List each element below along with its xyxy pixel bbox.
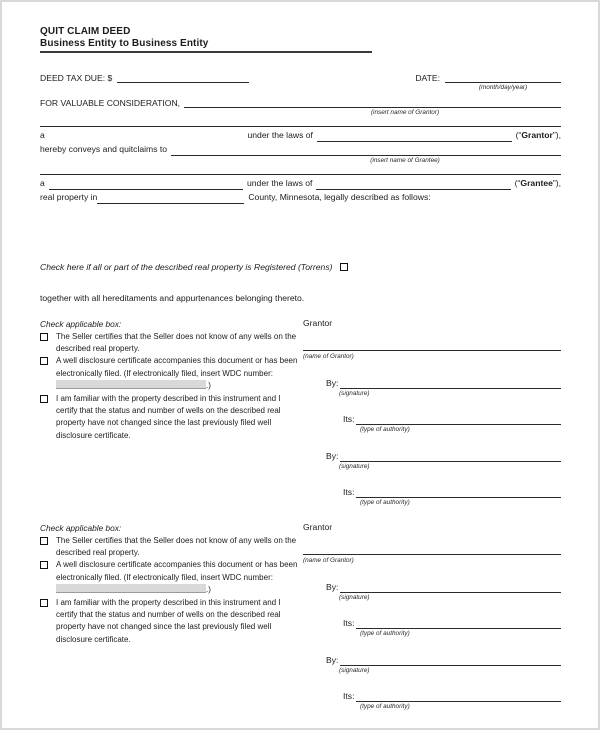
date-format-hint: (month/day/year)	[478, 84, 528, 91]
signature-hint-3: (signature)	[339, 594, 370, 601]
well-certification-section-2	[40, 522, 561, 710]
torrens-label: Check here if all or part of the described real property is Registered (Torrens)	[40, 262, 333, 272]
grantor-name-signature-line-2[interactable]	[303, 554, 561, 555]
its-row-3: Its:	[303, 617, 561, 629]
signature-hint-4: (signature)	[339, 667, 370, 674]
by-signature-line-2[interactable]	[340, 452, 561, 462]
grantor-laws-label: under the laws of	[247, 130, 313, 140]
tax-date-row	[40, 73, 561, 91]
well-option-no-wells-2: The Seller certifies that the Seller does not know of any wells on the described real property.	[40, 535, 303, 560]
deed-tax-input-line[interactable]	[117, 73, 249, 83]
disclosure-certificate-checkbox[interactable]	[40, 357, 48, 365]
well-checkboxes-1	[40, 318, 303, 442]
conveys-label: hereby conveys and quitclaims to	[40, 144, 168, 154]
grantor-entity-row	[40, 129, 561, 142]
property-row	[40, 191, 561, 204]
grantee-name-continuation-line[interactable]	[40, 174, 561, 175]
authority-hint-2: (type of authority)	[360, 499, 410, 506]
its-authority-line-4[interactable]	[356, 692, 561, 702]
grantee-laws-label: under the laws of	[247, 178, 313, 188]
well-option-disclosure-certificate: A well disclosure certificate accompanies this document or has been electronically filed. (If electronically filed, insert WDC number: .)	[40, 355, 303, 392]
check-applicable-heading: Check applicable box:	[40, 319, 122, 329]
torrens-row	[40, 262, 561, 272]
grantor-signature-block-2	[303, 522, 561, 710]
well-option-disclosure-certificate-2: A well disclosure certificate accompanies this document or has been electronically filed. (If electronically filed, insert WDC number: .)	[40, 559, 303, 596]
status-unchanged-checkbox-2[interactable]	[40, 599, 48, 607]
grantor-entity-type-space	[49, 132, 244, 142]
property-label: real property in	[40, 192, 98, 202]
conveys-row	[40, 143, 561, 156]
no-wells-checkbox-2[interactable]	[40, 537, 48, 545]
well-option-status-unchanged-2: I am familiar with the property described in this instrument and I certify that the status and number of wells on the described real property have not changed since the last previously filed well disclosure certificate.	[40, 597, 303, 647]
grantee-name-input-line[interactable]	[171, 146, 561, 156]
disclosure-certificate-checkbox-2[interactable]	[40, 561, 48, 569]
its-row-4: Its:	[303, 690, 561, 702]
its-authority-line[interactable]	[356, 415, 561, 425]
authority-hint-4: (type of authority)	[360, 703, 410, 710]
by-row: By:	[303, 377, 561, 389]
well-certification-section-1	[40, 318, 561, 506]
no-wells-checkbox[interactable]	[40, 333, 48, 341]
by-signature-line-4[interactable]	[340, 656, 561, 666]
wdc-number-field-2[interactable]	[56, 584, 206, 593]
grantee-state-input-line[interactable]	[316, 180, 510, 190]
its-authority-line-3[interactable]	[356, 619, 561, 629]
torrens-checkbox[interactable]	[340, 263, 348, 271]
its-row-2: Its:	[303, 486, 561, 498]
signature-hint: (signature)	[339, 390, 370, 397]
its-authority-line-2[interactable]	[356, 488, 561, 498]
grantor-name-hint: (insert name of Grantor)	[370, 109, 440, 116]
grantor-name-hint-row	[40, 109, 561, 116]
by-row-3: By:	[303, 581, 561, 593]
form-subtitle: Business Entity to Business Entity	[40, 38, 209, 49]
grantor-heading: Grantor	[303, 318, 333, 328]
by-signature-line[interactable]	[340, 379, 561, 389]
grantor-name-continuation-line[interactable]	[40, 126, 561, 127]
grantee-name-hint-row	[40, 157, 561, 164]
by-row-2: By:	[303, 450, 561, 462]
status-unchanged-checkbox[interactable]	[40, 395, 48, 403]
county-input-line[interactable]	[97, 194, 244, 204]
wdc-number-field[interactable]	[56, 380, 206, 389]
grantor-name-input-line[interactable]	[184, 98, 561, 108]
consideration-row	[40, 98, 561, 108]
grantor-term: (“Grantor”),	[515, 130, 562, 140]
grantee-entity-row	[40, 177, 561, 190]
consideration-label: FOR VALUABLE CONSIDERATION,	[40, 98, 181, 108]
appurtenances-text: together with all hereditaments and appurtenances belonging thereto.	[40, 293, 305, 303]
grantor-name-signature-line[interactable]	[303, 350, 561, 351]
grantee-term: (“Grantee”),	[514, 178, 562, 188]
form-title: QUIT CLAIM DEED	[40, 26, 131, 37]
grantor-article: a	[40, 130, 45, 140]
well-checkboxes-2	[40, 522, 303, 646]
grantor-state-input-line[interactable]	[317, 132, 512, 142]
grantor-signature-block-1	[303, 318, 561, 506]
grantee-name-hint: (insert name of Grantee)	[370, 157, 440, 164]
county-label: County, Minnesota, legally described as follows:	[248, 192, 431, 202]
name-of-grantor-hint: (name of Grantor)	[303, 353, 354, 360]
well-option-no-wells: The Seller certifies that the Seller does not know of any wells on the described real property.	[40, 331, 303, 356]
date-label: DATE:	[415, 73, 440, 83]
grantee-entity-type-input-line[interactable]	[49, 180, 243, 190]
grantee-article: a	[40, 178, 45, 188]
authority-hint: (type of authority)	[360, 426, 410, 433]
check-applicable-heading-2: Check applicable box:	[40, 523, 122, 533]
by-signature-line-3[interactable]	[340, 583, 561, 593]
deed-tax-label: DEED TAX DUE: $	[40, 73, 113, 83]
signature-hint-2: (signature)	[339, 463, 370, 470]
form-title-block	[40, 26, 372, 53]
its-row: Its:	[303, 413, 561, 425]
grantor-heading-2: Grantor	[303, 522, 333, 532]
authority-hint-3: (type of authority)	[360, 630, 410, 637]
well-option-status-unchanged: I am familiar with the property described in this instrument and I certify that the status and number of wells on the described real property have not changed since the last previously filed well disclosure certificate.	[40, 393, 303, 443]
name-of-grantor-hint-2: (name of Grantor)	[303, 557, 354, 564]
by-row-4: By:	[303, 654, 561, 666]
date-input-line[interactable]	[445, 73, 561, 83]
